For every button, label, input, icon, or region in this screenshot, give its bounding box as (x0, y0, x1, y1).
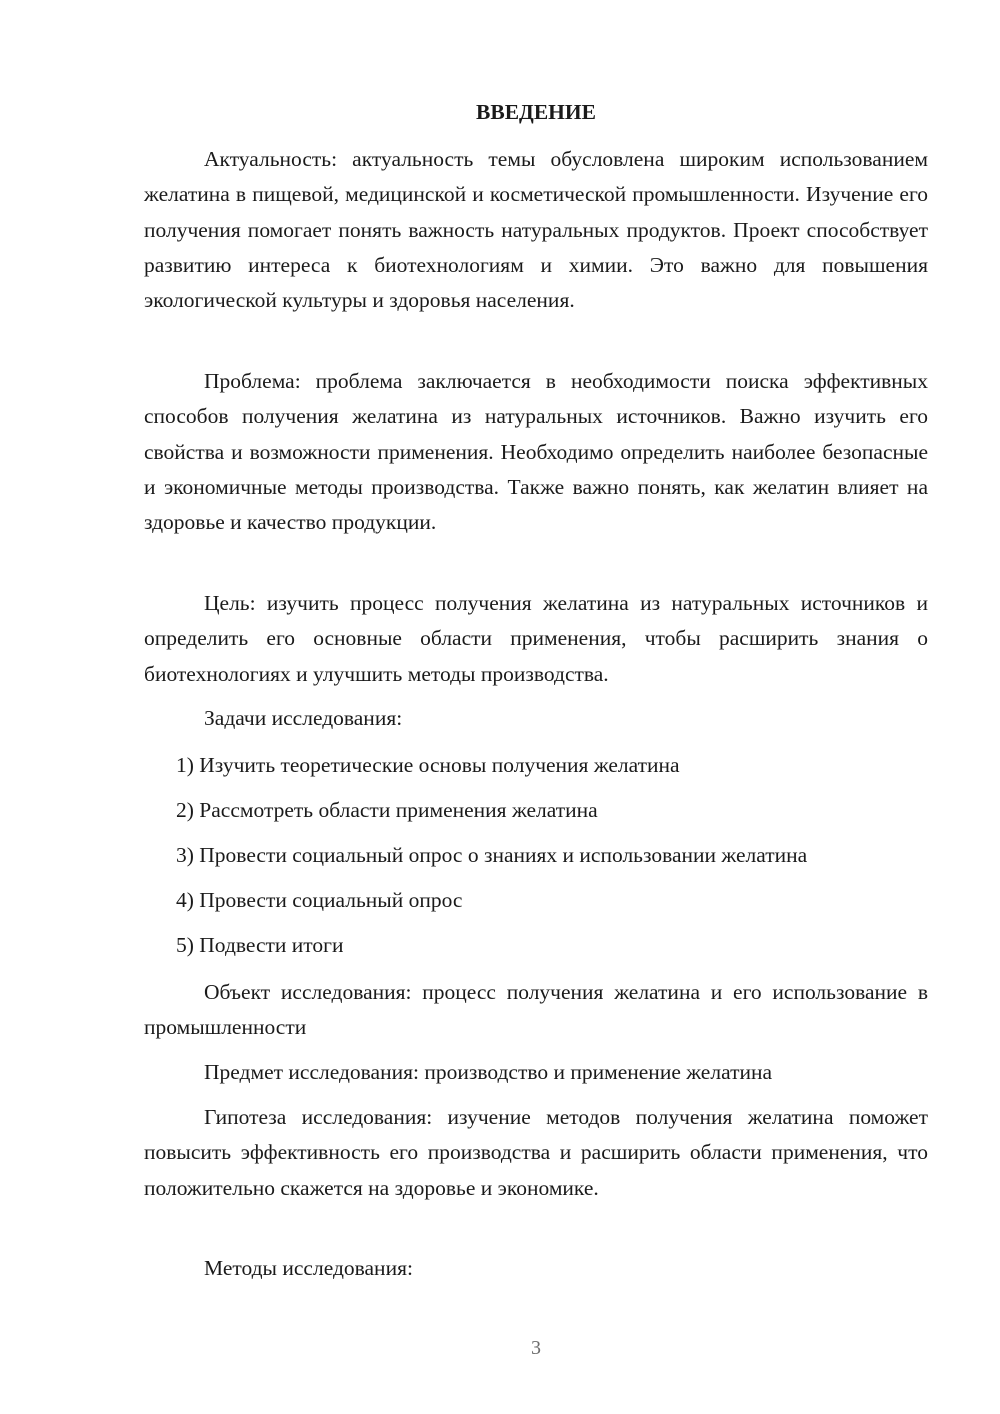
task-item-5: 5) Подвести итоги (176, 933, 344, 957)
relevance-paragraph: Актуальность: актуальность темы обусловлена широким использованием желатина в пищевой, медицинской и косметической промышленности. Изучение его получения помогает понять важность натуральных продуктов. Проект способствует развитию интереса к биотехнологиям и химии. Это важно для повышения экологической культуры и здоровья населения. (144, 147, 928, 313)
page-title: ВВЕДЕНИЕ (476, 100, 596, 124)
task-item-4: 4) Провести социальный опрос (176, 888, 463, 912)
subject-paragraph: Предмет исследования: производство и применение желатина (204, 1060, 773, 1084)
task-item-1: 1) Изучить теоретические основы получения желатина (176, 753, 680, 777)
tasks-heading: Задачи исследования: (204, 706, 403, 730)
problem-paragraph: Проблема: проблема заключается в необходимости поиска эффективных способов получения желатина из натуральных источников. Важно изучить его свойства и возможности применения. Необходимо определить наиболее безопасные и экономичные методы производства. Также важно понять, как желатин влияет на здоровье и качество продукции. (144, 369, 928, 535)
page-number: 3 (531, 1337, 541, 1359)
task-item-2: 2) Рассмотреть области применения желатина (176, 798, 598, 822)
task-item-3: 3) Провести социальный опрос о знаниях и использовании желатина (176, 843, 808, 867)
methods-heading: Методы исследования: (204, 1256, 413, 1280)
object-paragraph: Объект исследования: процесс получения желатина и его использование в промышленности (144, 980, 928, 1040)
goal-paragraph: Цель: изучить процесс получения желатина из натуральных источников и определить его основные области применения, чтобы расширить знания о биотехнологиях и улучшить методы производства. (144, 591, 928, 686)
hypothesis-paragraph: Гипотеза исследования: изучение методов получения желатина поможет повысить эффективность его производства и расширить области применения, что положительно скажется на здоровье и экономике. (144, 1105, 928, 1200)
